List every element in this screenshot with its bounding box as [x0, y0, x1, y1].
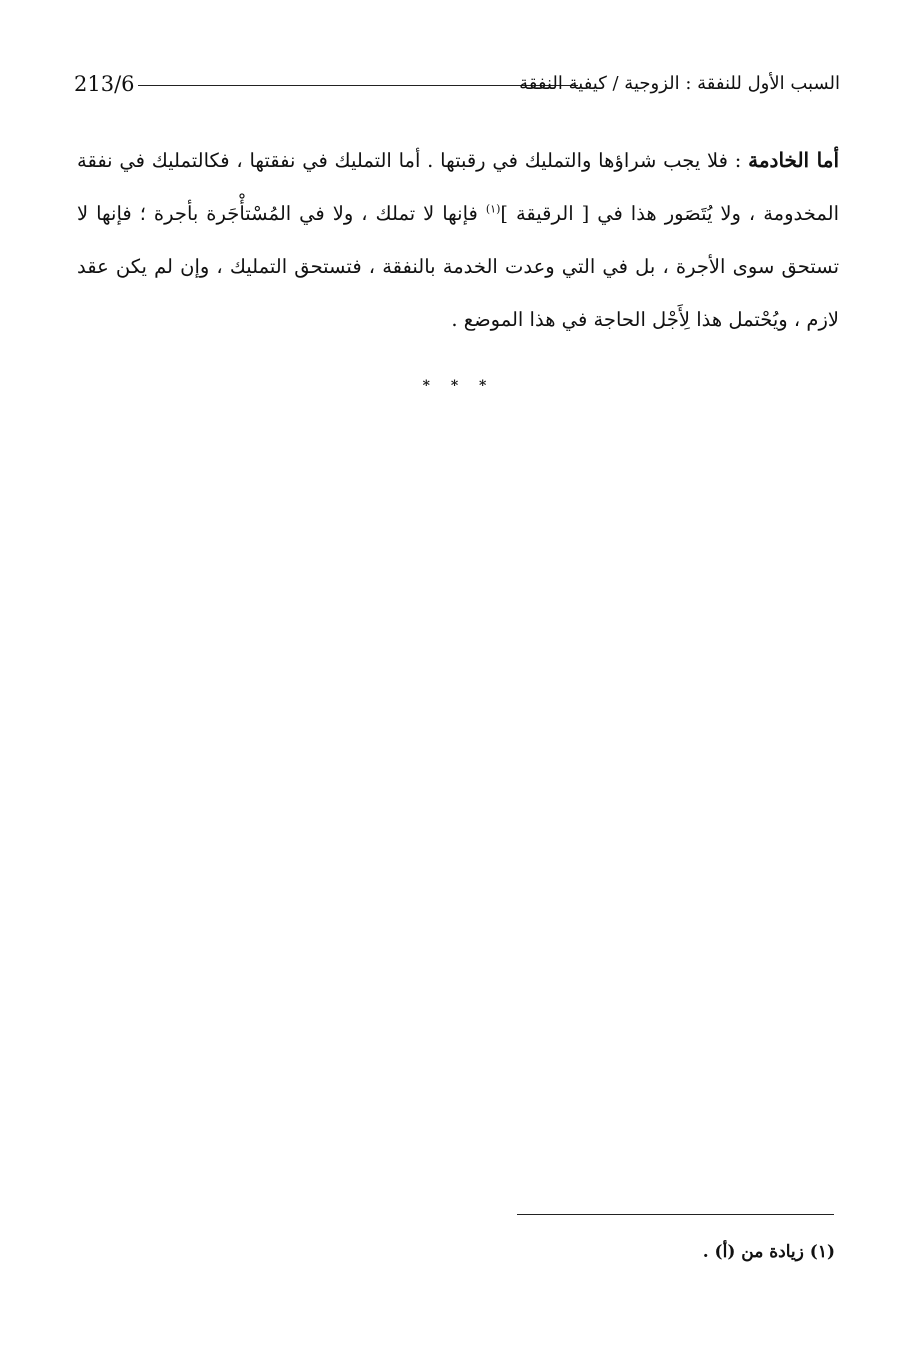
- running-title: السبب الأول للنفقة : الزوجية / كيفية النفقة: [519, 73, 840, 94]
- body-paragraph: [77, 134, 839, 346]
- page-header: [74, 70, 840, 102]
- footnote-rule: [517, 1214, 834, 1215]
- page-number: 213/6: [74, 72, 135, 96]
- header-rule: [138, 85, 578, 86]
- paragraph-lead: أما الخادمة: [748, 148, 840, 172]
- section-separator: * * *: [422, 378, 495, 394]
- paragraph-text-part-2: فإنها لا تملك ، ولا في المُسْتأْجَرة بأجرة ؛ فإنها لا تستحق سوى الأجرة ، بل في التي وعدت الخدمة بالنفقة ، فتستحق التمليك ، وإن لم يكن عقد لازم ، ويُحْتمل هذا لِأَجْل الحاجة في هذا الموضع .: [77, 202, 839, 331]
- footnote: (١) زيادة من (أ) .: [702, 1242, 835, 1262]
- paragraph-text-part-1: : فلا يجب شراؤها والتمليك في رقبتها . أما التمليك في نفقتها ، فكالتمليك في نفقة المخدومة ، ولا يُتَصَور هذا في [ الرقيقة ]: [77, 149, 839, 225]
- footnote-reference: (١): [485, 202, 501, 216]
